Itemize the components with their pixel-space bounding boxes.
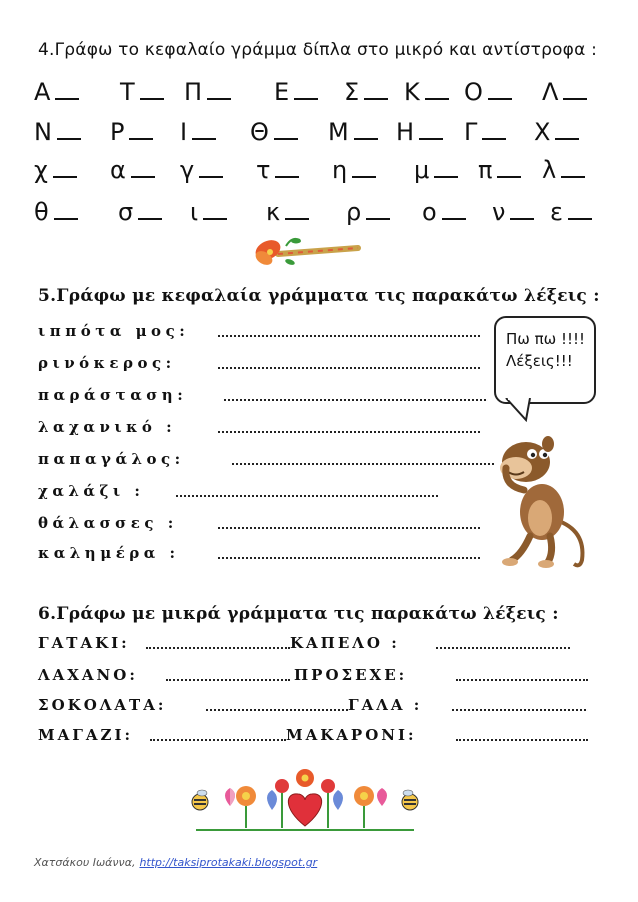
letters-row-1 [34, 78, 604, 108]
answer-dots [166, 679, 290, 681]
letter-cell: Ρ [110, 118, 153, 146]
answer-dots [150, 739, 286, 741]
word-label: ρινόκερος: [38, 354, 176, 372]
word-label: παράσταση: [38, 386, 188, 404]
word-row [38, 514, 178, 536]
footer-credit [34, 856, 317, 869]
bubble-tail [504, 398, 544, 422]
caps-word: ΓΑΛΑ : [348, 696, 423, 714]
letter-cell: Ν [34, 118, 81, 146]
caps-word: ΠΡΟΣΕΧΕ: [294, 666, 408, 684]
answer-dots [224, 399, 486, 401]
letter-cell: θ [34, 198, 78, 226]
caps-row [38, 726, 608, 750]
answer-dots [218, 335, 480, 337]
answer-dots [176, 495, 438, 497]
letter-cell: ν [492, 198, 534, 226]
footer-link[interactable]: http://taksiprotakaki.blogspot.gr [139, 856, 318, 869]
flower-branch-decoration [250, 232, 362, 272]
word-row [38, 544, 180, 566]
word-label: χαλάζι : [38, 482, 145, 500]
letter-cell: Χ [534, 118, 579, 146]
footer-author: Χατσάκου Ιωάννα, [34, 856, 136, 869]
letter-cell: π [478, 156, 521, 184]
word-row [38, 482, 144, 504]
letter-cell: κ [266, 198, 309, 226]
monkey-illustration [486, 430, 590, 570]
hearts-flowers-decoration [186, 766, 424, 838]
letter-cell: Ο [464, 78, 512, 106]
answer-dots [218, 557, 480, 559]
letter-cell: Α [34, 78, 79, 106]
word-row [38, 418, 176, 440]
letters-row-4 [34, 198, 604, 228]
caps-word: ΚΑΠΕΛΟ : [290, 634, 400, 652]
word-label: θάλασσες : [38, 514, 178, 532]
letter-cell: Σ [344, 78, 388, 106]
answer-dots [146, 647, 290, 649]
caps-word: ΜΑΚΑΡΟΝΙ: [286, 726, 417, 744]
word-row [38, 450, 185, 472]
letter-cell: ε [550, 198, 592, 226]
bubble-text: Πω πω !!!! Λέξεις!!! [506, 330, 586, 370]
answer-dots [218, 431, 480, 433]
answer-dots [436, 647, 570, 649]
letter-cell: ι [190, 198, 227, 226]
letter-cell: Γ [464, 118, 506, 146]
exercise-4-title: 4.Γράφω το κεφαλαίο γράμμα δίπλα στο μικρό και αντίστροφα : [38, 40, 598, 60]
answer-dots [456, 679, 588, 681]
exercise-5-title: 5.Γράφω με κεφαλαία γράμματα τις παρακάτω λέξεις : [38, 286, 600, 306]
letters-row-3 [34, 156, 604, 186]
letter-cell: Θ [250, 118, 298, 146]
caps-word: ΣΟΚΟΛΑΤΑ: [38, 696, 167, 714]
caps-row [38, 696, 608, 720]
caps-row [38, 634, 608, 658]
letters-row-2 [34, 118, 604, 148]
letter-cell: Ι [180, 118, 216, 146]
word-label: ιππότα μος: [38, 322, 190, 340]
speech-bubble [494, 316, 596, 404]
letter-cell: ο [422, 198, 466, 226]
letter-cell: Κ [404, 78, 449, 106]
letter-cell: Η [396, 118, 443, 146]
caps-word: ΓΑΤΑΚΙ: [38, 634, 130, 652]
letter-cell: Π [184, 78, 231, 106]
word-row [38, 322, 189, 344]
letter-cell: σ [118, 198, 162, 226]
word-label: καλημέρα : [38, 544, 180, 562]
letter-cell: η [332, 156, 376, 184]
word-label: παπαγάλος: [38, 450, 185, 468]
letter-cell: λ [542, 156, 585, 184]
letter-cell: Τ [120, 78, 164, 106]
word-row [38, 386, 187, 408]
word-row [38, 354, 176, 376]
answer-dots [218, 527, 480, 529]
letter-cell: τ [256, 156, 299, 184]
answer-dots [206, 709, 348, 711]
letter-cell: Μ [328, 118, 378, 146]
letter-cell: χ [34, 156, 77, 184]
answer-dots [218, 367, 480, 369]
exercise-6-title: 6.Γράφω με μικρά γράμματα τις παρακάτω λέξεις : [38, 604, 559, 624]
letter-cell: α [110, 156, 155, 184]
answer-dots [456, 739, 588, 741]
letter-cell: ρ [346, 198, 390, 226]
word-label: λαχανικό : [38, 418, 177, 436]
letter-cell: γ [180, 156, 223, 184]
caps-word: ΜΑΓΑΖΙ: [38, 726, 134, 744]
letter-cell: μ [414, 156, 458, 184]
caps-word: ΛΑΧΑΝΟ: [38, 666, 138, 684]
caps-row [38, 666, 608, 690]
answer-dots [232, 463, 494, 465]
letter-cell: Λ [542, 78, 587, 106]
answer-dots [452, 709, 586, 711]
letter-cell: Ε [274, 78, 318, 106]
